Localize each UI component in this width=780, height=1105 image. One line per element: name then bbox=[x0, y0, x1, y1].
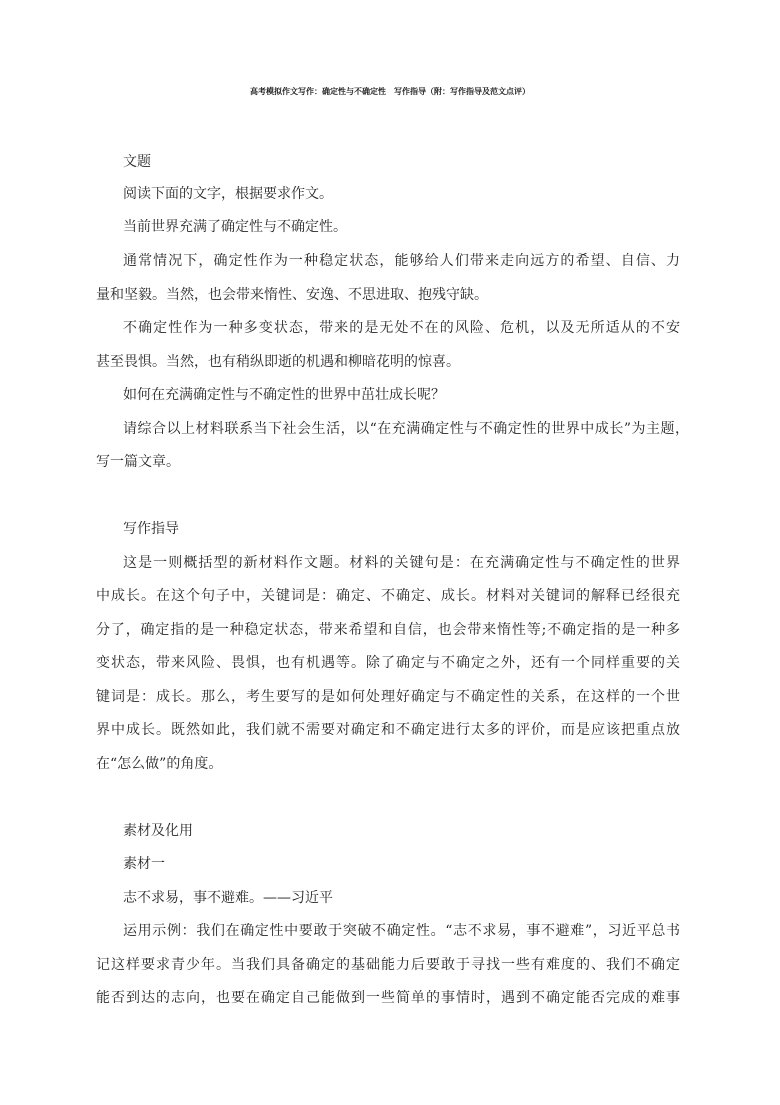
paragraph-line: 这是一则概括型的新材料作文题。材料的关键句是：在充满确定性与不确定性的世界 bbox=[123, 555, 680, 571]
paragraph-line: 能否到达的志向，也要在确定自己能做到一些简单的事情时，遇到不确定能否完成的难事 bbox=[96, 990, 680, 1006]
paragraph-line: 变状态，带来风险、畏惧，也有机遇等。除了确定与不确定之外，还有一个同样重要的关 bbox=[96, 655, 680, 671]
section-heading-guide: 写作指导 bbox=[123, 521, 179, 537]
paragraph-line: 通常情况下，确定性作为一种稳定状态，能够给人们带来走向远方的希望、自信、力 bbox=[123, 253, 680, 269]
paragraph-line: 如何在充满确定性与不确定性的世界中茁壮成长呢？ bbox=[123, 387, 445, 403]
section-heading-prompt: 文题 bbox=[123, 154, 151, 170]
paragraph-line: 甚至畏惧。当然，也有稍纵即逝的机遇和柳暗花明的惊喜。 bbox=[96, 354, 460, 370]
document-title: 高考模拟作文写作：确定性与不确定性 写作指导（附：写作指导及范文点评） bbox=[250, 87, 530, 96]
paragraph-line: 量和坚毅。当然，也会带来惰性、安逸、不思进取、抱残守缺。 bbox=[96, 287, 488, 303]
paragraph-line: 记这样要求青少年。当我们具备确定的基础能力后要敢于寻找一些有难度的、我们不确定 bbox=[96, 957, 680, 973]
paragraph-line: 界中成长。既然如此，我们就不需要对确定和不确定进行太多的评价，而是应该把重点放 bbox=[96, 722, 680, 738]
paragraph-line: 运用示例：我们在确定性中要敢于突破不确定性。“志不求易，事不避难”，习近平总书 bbox=[123, 923, 680, 939]
paragraph-line: 不确定性作为一种多变状态，带来的是无处不在的风险、危机，以及无所适从的不安 bbox=[123, 320, 680, 336]
paragraph-line: 中成长。在这个句子中，关键词是：确定、不确定、成长。材料对关键词的解释已经很充 bbox=[96, 588, 680, 604]
material-quote: 志不求易，事不避难。——习近平 bbox=[123, 890, 333, 906]
paragraph-line: 写一篇文章。 bbox=[96, 454, 180, 470]
section-heading-material: 素材及化用 bbox=[123, 823, 193, 839]
paragraph-line: 请综合以上材料联系当下社会生活，以“在充满确定性与不确定性的世界中成长”为主题， bbox=[123, 421, 689, 437]
paragraph-line: 键词是：成长。那么，考生要写的是如何处理好确定与不确定性的关系，在这样的一个世 bbox=[96, 689, 680, 705]
paragraph-line: 在“怎么做”的角度。 bbox=[96, 756, 223, 772]
paragraph-line: 当前世界充满了确定性与不确定性。 bbox=[123, 219, 347, 235]
material-subheading: 素材一 bbox=[123, 856, 165, 872]
paragraph-line: 分了，确定指的是一种稳定状态，带来希望和自信，也会带来惰性等;不确定指的是一种多 bbox=[96, 622, 680, 638]
paragraph-line: 阅读下面的文字，根据要求作文。 bbox=[123, 186, 333, 202]
